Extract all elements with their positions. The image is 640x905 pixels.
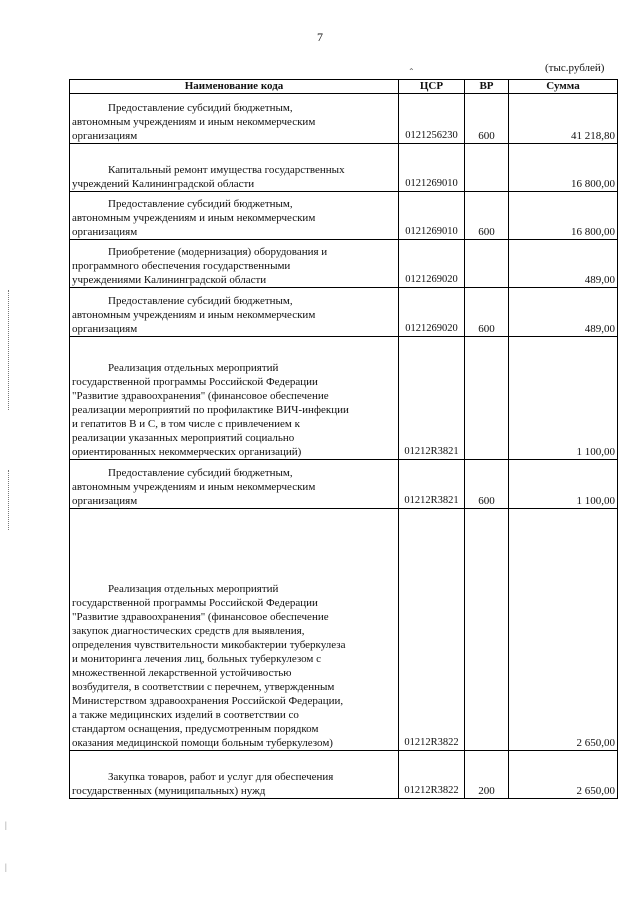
row-name-line: государственных (муниципальных) нужд xyxy=(72,785,266,797)
table-row xyxy=(70,337,618,460)
row-vr: 600 xyxy=(465,94,509,144)
row-sum: 489,00 xyxy=(509,288,618,337)
scan-margin-mark: | xyxy=(5,820,7,830)
row-name-line: оказания медицинской помощи больным туберкулезом) xyxy=(72,737,333,749)
row-sum: 16 800,00 xyxy=(509,144,618,192)
row-name-line: и гепатитов В и С, в том числе с привлечением к xyxy=(72,418,300,430)
row-name-line: организациям xyxy=(72,130,138,142)
row-csr: 01212R3821 xyxy=(399,337,465,460)
row-name-line: "Развитие здравоохранения" (финансовое обеспечение xyxy=(72,611,329,623)
row-csr: 0121269010 xyxy=(399,144,465,192)
row-vr xyxy=(465,337,509,460)
page-number: 7 xyxy=(317,30,323,44)
table-row xyxy=(70,240,618,288)
row-csr: 01212R3821 xyxy=(399,460,465,509)
header-name: Наименование кода xyxy=(70,80,399,94)
row-sum: 16 800,00 xyxy=(509,192,618,240)
scan-margin-mark: | xyxy=(5,862,7,872)
row-name-line: а также медицинских изделий в соответствии со xyxy=(72,709,299,721)
row-name xyxy=(70,288,399,337)
row-name-line: Реализация отдельных мероприятий xyxy=(108,362,279,374)
row-sum: 2 650,00 xyxy=(509,751,618,799)
row-csr: 0121256230 xyxy=(399,94,465,144)
row-name xyxy=(70,192,399,240)
row-vr xyxy=(465,240,509,288)
header-csr: ЦСР xyxy=(399,80,465,94)
row-name-line: организациям xyxy=(72,495,138,507)
row-name-line: Приобретение (модернизация) оборудования и xyxy=(108,246,328,258)
units-label: (тыс.рублей) xyxy=(545,62,605,74)
row-name xyxy=(70,94,399,144)
row-sum: 1 100,00 xyxy=(509,337,618,460)
row-vr: 600 xyxy=(465,460,509,509)
row-sum: 2 650,00 xyxy=(509,509,618,751)
header-sum: Сумма xyxy=(509,80,618,94)
row-name-line: стандартом оснащения, предусмотренным порядком xyxy=(72,723,319,735)
table-row xyxy=(70,192,618,240)
row-vr xyxy=(465,144,509,192)
row-csr: 01212R3822 xyxy=(399,751,465,799)
row-name-line: автономным учреждениям и иным некоммерческим xyxy=(72,212,316,224)
row-name-line: программного обеспечения государственными xyxy=(72,260,291,272)
row-csr: 0121269020 xyxy=(399,288,465,337)
row-csr: 0121269020 xyxy=(399,240,465,288)
row-name-line: реализации мероприятий по профилактике ВИЧ-инфекции xyxy=(72,404,349,416)
budget-table xyxy=(69,79,618,799)
row-name-line: организациям xyxy=(72,226,138,238)
table-row xyxy=(70,144,618,192)
row-name-line: Министерством здравоохранения Российской Федерации, xyxy=(72,695,344,707)
row-name-line: Предоставление субсидий бюджетным, xyxy=(108,295,293,307)
row-vr: 200 xyxy=(465,751,509,799)
scan-mark: ⌃ xyxy=(408,67,415,76)
scan-margin-dots xyxy=(8,290,11,410)
row-name-line: автономным учреждениям и иным некоммерческим xyxy=(72,481,316,493)
row-vr: 600 xyxy=(465,288,509,337)
row-name-line: и мониторинга лечения лиц, больных туберкулезом с xyxy=(72,653,322,665)
row-name-line: Реализация отдельных мероприятий xyxy=(108,583,279,595)
row-csr: 01212R3822 xyxy=(399,509,465,751)
table-row xyxy=(70,751,618,799)
row-name-line: Закупка товаров, работ и услуг для обеспечения xyxy=(108,771,334,783)
row-name xyxy=(70,337,399,460)
row-name-line: автономным учреждениям и иным некоммерческим xyxy=(72,116,316,128)
row-csr: 0121269010 xyxy=(399,192,465,240)
row-name xyxy=(70,460,399,509)
row-name-line: Предоставление субсидий бюджетным, xyxy=(108,467,293,479)
row-name-line: Капитальный ремонт имущества государственных xyxy=(108,164,345,176)
row-vr: 600 xyxy=(465,192,509,240)
row-name xyxy=(70,240,399,288)
row-name-line: реализации указанных мероприятий социально xyxy=(72,432,295,444)
row-sum: 1 100,00 xyxy=(509,460,618,509)
scan-margin-dots xyxy=(8,470,11,530)
row-name-line: множественной лекарственной устойчивостью xyxy=(72,667,292,679)
row-name-line: закупок диагностических средств для выявления, xyxy=(72,625,305,637)
header-vr: ВР xyxy=(465,80,509,94)
row-name xyxy=(70,751,399,799)
row-name-line: государственной программы Российской Федерации xyxy=(72,376,318,388)
row-name-line: Предоставление субсидий бюджетным, xyxy=(108,102,293,114)
row-name-line: организациям xyxy=(72,323,138,335)
row-name-line: определения чувствительности микобактерии туберкулеза xyxy=(72,639,346,651)
row-name-line: государственной программы Российской Федерации xyxy=(72,597,318,609)
table-row xyxy=(70,509,618,751)
table-row xyxy=(70,94,618,144)
table-row xyxy=(70,460,618,509)
table-row xyxy=(70,288,618,337)
row-sum: 41 218,80 xyxy=(509,94,618,144)
row-name-line: учреждений Калининградской области xyxy=(72,178,255,190)
row-sum: 489,00 xyxy=(509,240,618,288)
row-vr xyxy=(465,509,509,751)
row-name xyxy=(70,144,399,192)
row-name-line: автономным учреждениям и иным некоммерческим xyxy=(72,309,316,321)
row-name-line: Предоставление субсидий бюджетным, xyxy=(108,198,293,210)
row-name-line: возбудителя, в соответствии с перечнем, утвержденным xyxy=(72,681,335,693)
row-name xyxy=(70,509,399,751)
row-name-line: "Развитие здравоохранения" (финансовое обеспечение xyxy=(72,390,329,402)
row-name-line: учреждениями Калининградской области xyxy=(72,274,267,286)
row-name-line: ориентированных некоммерческих организаций) xyxy=(72,446,302,458)
table-header-row xyxy=(70,80,618,94)
